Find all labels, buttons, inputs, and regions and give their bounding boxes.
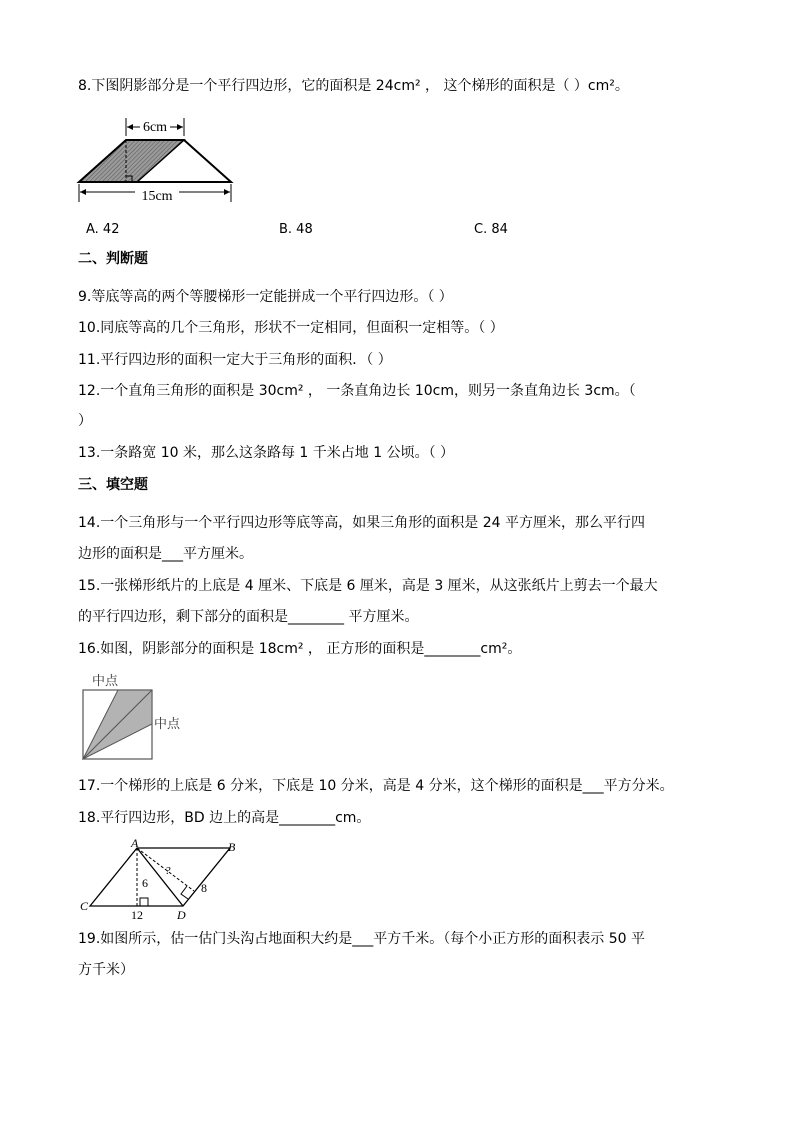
question-14-text-line1: 14.一个三角形与一个平行四边形等底等高，如果三角形的面积是 24 平方厘米，那么平行四 — [78, 515, 645, 531]
question-15-text-line2: 的平行四边形，剩下部分的面积是________ 平方厘米。 — [78, 609, 419, 625]
question-11-text: 11.平行四边形的面积一定大于三角形的面积．（ ） — [78, 352, 392, 368]
question-12-text-line1: 12.一个直角三角形的面积是 30cm² ， 一条直角边长 10cm，则另一条直角边长 3cm。（ — [78, 383, 636, 399]
option-a: A. 42 — [86, 222, 120, 237]
question-14-text-line2: 边形的面积是___平方厘米。 — [78, 546, 253, 562]
question-15-text-line1: 15.一张梯形纸片的上底是 4 厘米、下底是 6 厘米，高是 3 厘米，从这张纸片上剪去一个最大 — [78, 578, 658, 594]
top-midpoint-label: 中点 — [91, 673, 119, 688]
question-19-text-line2: 方千米） — [78, 962, 134, 978]
option-c: C. 84 — [474, 222, 508, 237]
question-19-text-line1: 19.如图所示，估一估门头沟占地面积大约是___平方千米。（每个小正方形的面积表示 50 平 — [78, 931, 645, 947]
svg-text:?: ? — [165, 865, 171, 877]
svg-text:8: 8 — [201, 881, 207, 895]
question-12-text-line2: ） — [78, 413, 92, 429]
bottom-base-label: 15cm — [141, 189, 173, 204]
svg-text:B: B — [228, 840, 236, 854]
parallelogram-figure — [76, 838, 246, 922]
svg-text:6: 6 — [142, 876, 148, 890]
svg-text:A: A — [131, 838, 139, 850]
section-heading-fill-in: 三、填空题 — [78, 477, 148, 493]
svg-text:12: 12 — [131, 908, 143, 922]
question-8-text: 8.下图阴影部分是一个平行四边形，它的面积是 24cm² ， 这个梯形的面积是（ ）cm²。 — [78, 78, 629, 94]
question-18-text: 18.平行四边形，BD 边上的高是________cm。 — [78, 810, 371, 826]
question-16-text: 16.如图，阴影部分的面积是 18cm² ， 正方形的面积是________cm²。 — [78, 641, 522, 657]
top-base-label: 6cm — [142, 120, 168, 135]
option-b: B. 48 — [279, 222, 313, 237]
svg-text:C: C — [80, 899, 89, 913]
section-heading-judgment: 二、判断题 — [78, 251, 148, 267]
square-figure — [78, 670, 188, 762]
question-10-text: 10.同底等高的几个三角形，形状不一定相同，但面积一定相等。（ ） — [78, 320, 504, 336]
question-17-text: 17.一个梯形的上底是 6 分米，下底是 10 分米，高是 4 分米，这个梯形的面积是___平方分米。 — [78, 778, 674, 794]
trapezoid-figure — [74, 112, 236, 208]
question-9-text: 9.等底等高的两个等腰梯形一定能拼成一个平行四边形。（ ） — [78, 289, 453, 305]
svg-text:D: D — [177, 908, 186, 922]
question-13-text: 13.一条路宽 10 米，那么这条路每 1 千米占地 1 公顷。（ ） — [78, 445, 455, 461]
right-midpoint-label: 中点 — [154, 716, 181, 731]
